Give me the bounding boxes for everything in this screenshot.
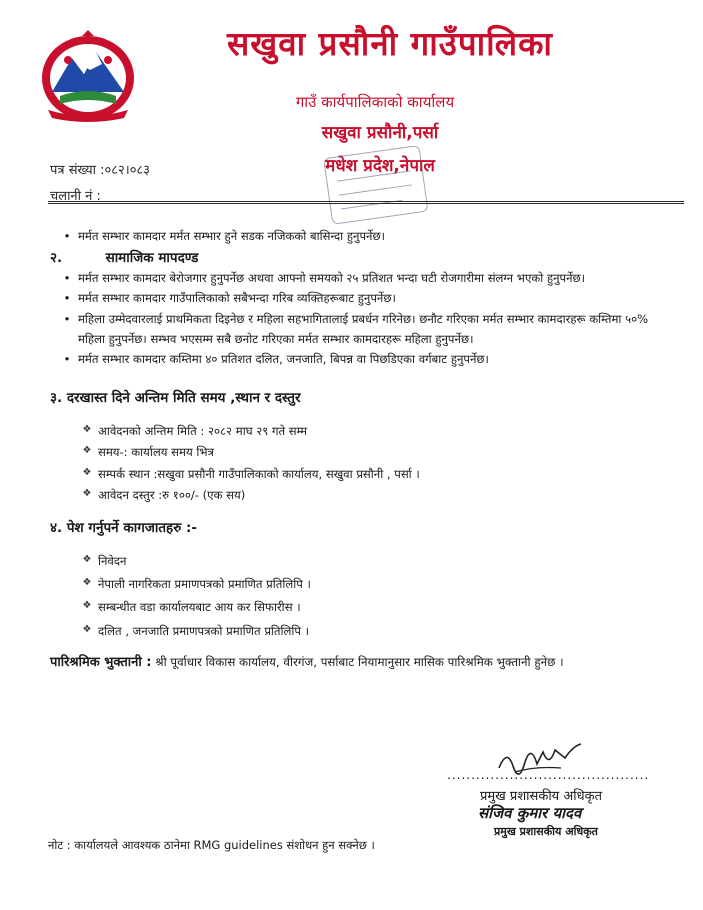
signature-line: .......................................... [447,768,650,782]
province-name: मधेश प्रदेश,नेपाल [325,156,435,176]
letter-number: पत्र संख्या :०८२।०८३ [50,163,150,178]
list-item: ❖ आवेदनको अन्तिम मिति : २०८२ माघ २९ गते सम्म [82,424,308,438]
remuneration-label: पारिश्रमिक भुक्तानी : [50,655,152,670]
office-name: गाउँ कार्यपालिकाको कार्यालय [295,93,455,111]
list-item: ❖ सम्बन्धीत वडा कार्यालयबाट आय कर सिफारीस । [82,600,301,615]
section-4-heading: ४. पेश गर्नुपर्ने कागजातहरु :- [50,520,197,536]
section-3-heading: ३. दरखास्त दिने अन्तिम मिति समय ,स्थान र दस्तुर [50,390,301,406]
municipality-title: सखुवा प्रसौनी गाउँपालिका [227,24,553,63]
remuneration-text: श्री पूर्वाधार विकास कार्यालय, वीरगंज, पर्साबाट नियामानुसार मासिक पारिश्रमिक भुक्तानी हुनेछ । [151,655,564,669]
header-divider [48,201,684,204]
remuneration-line [50,652,690,670]
section-3-list [76,421,696,507]
dispatch-number: चलानी नं : [50,189,101,204]
list-item: ❖ दलित , जनजाति प्रमाणपत्रको प्रमाणित प्रतिलिपि । [82,623,310,638]
section-4-list [76,550,696,643]
section-2-title: सामाजिक मापदण्ड [105,250,199,266]
list-item: ❖ समय-: कार्यालय समय भित्र [82,445,214,460]
list-item: ❖ नेपाली नागरिकता प्रमाणपत्रको प्रमाणित प्रतिलिपि । [82,577,311,592]
list-item: ❖ निवेदन [82,554,127,568]
signatory-designation: प्रमुख प्रशासकीय अधिकृत [480,789,603,804]
intro-section [56,228,676,245]
list-item: • मर्मत सम्भार कामदार मर्मत सम्भार हुने सडक नजिकको बासिन्दा हुनुपर्नेछ। [63,229,386,243]
list-item: • महिला उम्मेदवारलाई प्राथमिकता दिइनेछ र महिला सहभागितालाई प्रबर्धन गरिनेछ। छनौट गरिएका मर्मत सम्भार कामदारहरू कम्तिमा ५०% महिला हुनुपर्नेछ। सम्भव भएसम्म सबै छनोट गरिएका मर्मत सम्भार कामदारहरू महिला हुनुपर्नेछ। [63,311,649,346]
list-item: • मर्मत सम्भार कामदार गाउँपालिकाको सबैभन्दा गरिब व्यक्तिहरूबाट हुनुपर्नेछ। [63,291,396,306]
section-2-list [56,268,676,369]
emblem-logo [38,30,138,122]
footer-note: नोट : कार्यालयले आवश्यक ठानेमा RMG guidelines संशोधन हुन सक्नेछ । [48,838,375,852]
office-stamp [320,146,430,228]
section-2-number: २. [50,250,63,266]
signatory-name: संजिव कुमार यादव [478,804,582,822]
signatory-designation-stamp: प्रमुख प्रशासकीय अधिकृत [494,825,598,838]
list-item: • मर्मत सम्भार कामदार कम्तिमा ४० प्रतिशत दलित, जनजाति, बिपन्न वा पिछडिएका वर्गबाट हुनुपर्नेछ। [63,352,489,367]
list-item: ❖ सम्पर्क स्थान :सखुवा प्रसौनी गाउँपालिकाको कार्यालय, सखुवा प्रसौनी , पर्सा । [82,466,420,481]
list-item: • मर्मत सम्भार कामदार बेरोजगार हुनुपर्नेछ अथवा आफ्नो समयको २५ प्रतिशत भन्दा घटी रोजगारीमा संलग्न भएको हुनुपर्नेछ। [63,271,586,285]
section-2-heading [50,248,198,266]
office-location: सखुवा प्रसौनी,पर्सा [321,123,439,143]
list-item: ❖ आवेदन दस्तुर :रु १००/- (एक सय) [82,488,246,503]
